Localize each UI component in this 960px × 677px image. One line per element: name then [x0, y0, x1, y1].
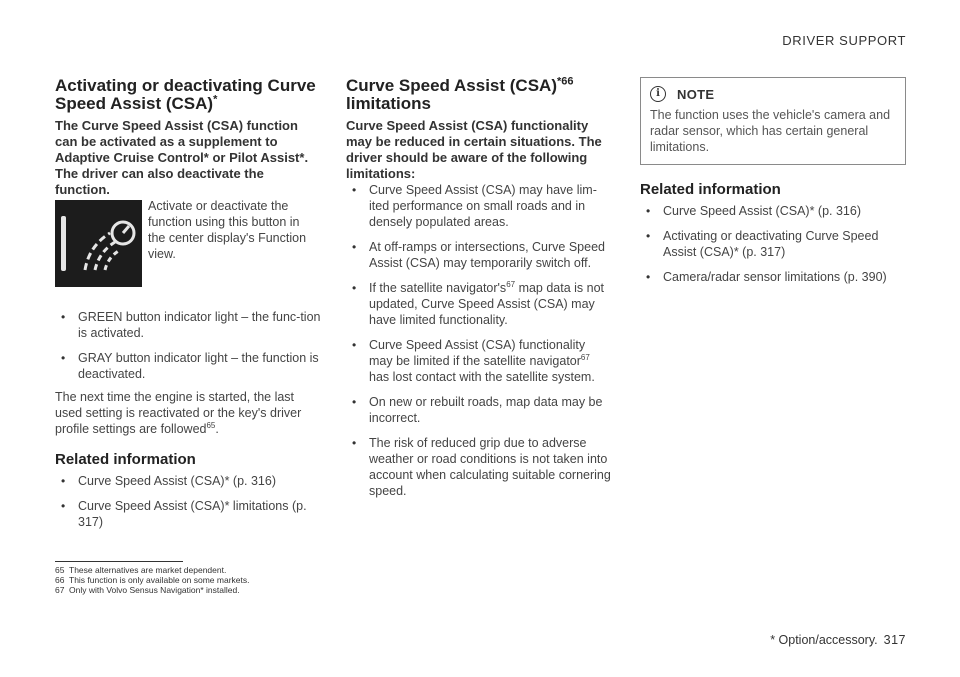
footnote: 65 These alternatives are market dependent.: [55, 565, 227, 575]
option-note: * Option/accessory.: [770, 633, 878, 647]
limitations-list: [346, 182, 612, 499]
list-item: • On new or rebuilt roads, map data may be incorrect.: [346, 394, 612, 426]
related-heading: Related information: [55, 451, 196, 468]
info-icon: i: [650, 86, 666, 102]
footnote-ref: 67: [580, 352, 590, 362]
footnote: 67 Only with Volvo Sensus Navigation* installed.: [55, 585, 240, 595]
indicator-list: [55, 309, 322, 382]
list-item: • Curve Speed Assist (CSA) may have lim-ited performance on small roads and in densely populated areas.: [346, 182, 612, 230]
restart-paragraph: The next time the engine is started, the last used setting is reactivated or the key's driver profile settings are followed$^{65}$.: [55, 390, 302, 436]
section-header: DRIVER SUPPORT: [782, 33, 906, 48]
related-link[interactable]: • Camera/radar sensor limitations (p. 390): [640, 269, 906, 285]
list-item: • Curve Speed Assist (CSA) functionality may be limited if the satellite navigator$^{67}$ has lost contact with the satellite system.: [346, 337, 612, 385]
related-list: [640, 203, 906, 285]
footnote-divider: [55, 561, 183, 562]
note-title: NOTE: [677, 86, 715, 102]
lead-paragraph: The Curve Speed Assist (CSA) function can be activated as a supplement to Adaptive Cruise Control* or Pilot Assist*. The driver can also deactivate the function.: [55, 118, 309, 197]
section-title-activate: Activating or deactivating Curve Speed Assist (CSA)*: [55, 76, 316, 113]
figure-row: [55, 200, 322, 287]
list-item: • At off-ramps or intersections, Curve Speed Assist (CSA) may temporarily switch off.: [346, 239, 612, 271]
footnote-ref: 65: [206, 420, 216, 430]
curve-speed-icon: [55, 200, 142, 287]
note-text: The function uses the vehicle's camera and radar sensor, which has certain general limitations.: [650, 108, 891, 154]
column-limitations: [346, 77, 612, 508]
related-list: [55, 473, 322, 530]
related-link[interactable]: • Activating or deactivating Curve Speed Assist (CSA)* (p. 317): [640, 228, 906, 260]
note-box: [640, 77, 906, 165]
column-activate: [55, 77, 322, 539]
footnote-ref: 67: [506, 279, 516, 289]
page-number: 317: [883, 633, 906, 647]
related-link[interactable]: • Curve Speed Assist (CSA)* (p. 316): [55, 473, 322, 489]
note-header: [650, 86, 896, 102]
list-item: • GREEN button indicator light – the func-tion is activated.: [55, 309, 322, 341]
csa-button-image: [55, 200, 142, 287]
lead-paragraph: Curve Speed Assist (CSA) functionality may be reduced in certain situations. The driver should be aware of the following limitations:: [346, 118, 602, 181]
page-footer: [770, 633, 906, 647]
related-link[interactable]: • Curve Speed Assist (CSA)* limitations (p. 317): [55, 498, 322, 530]
footnote: 66 This function is only available on some markets.: [55, 575, 250, 585]
related-heading: Related information: [640, 181, 781, 198]
list-item: • GRAY button indicator light – the function is deactivated.: [55, 350, 322, 382]
list-item: • The risk of reduced grip due to adverse weather or road conditions is not taken into account when calculating suitable cornering speed.: [346, 435, 612, 499]
footnotes: [55, 561, 455, 595]
figure-caption: Activate or deactivate the function using this button in the center display's Function view.: [148, 199, 307, 261]
section-title-limitations: Curve Speed Assist (CSA)$^{*66}$ limitations: [346, 75, 574, 113]
list-item: • If the satellite $navigator's^{67}$ map data is not updated, Curve Speed Assist (CSA) may have limited functionality.: [346, 280, 612, 328]
related-link[interactable]: • Curve Speed Assist (CSA)* (p. 316): [640, 203, 906, 219]
column-note: [640, 77, 906, 294]
